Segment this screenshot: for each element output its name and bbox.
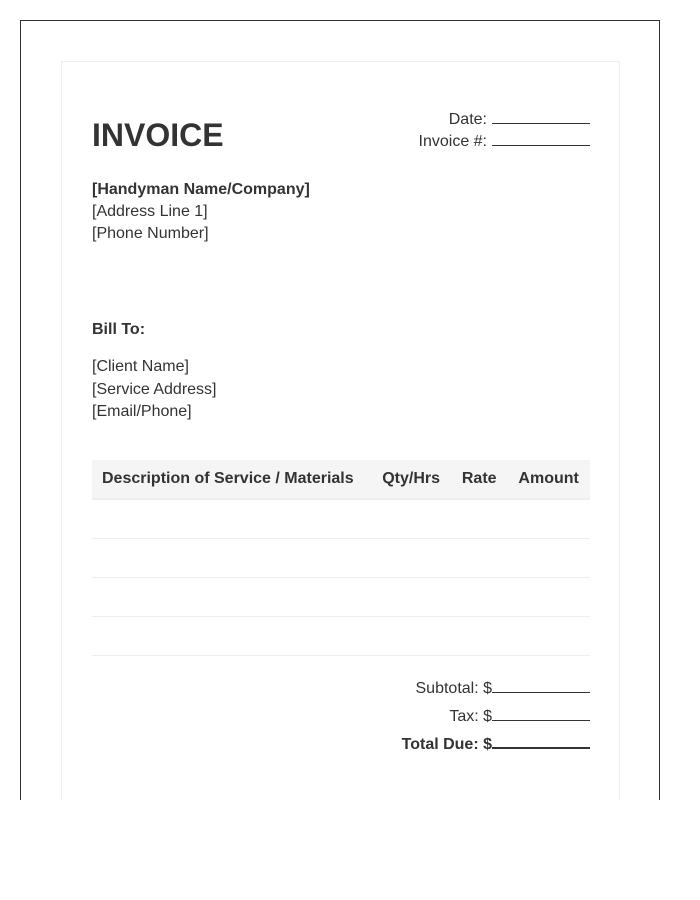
table-row — [92, 578, 590, 617]
sender-phone: [Phone Number] — [92, 225, 209, 242]
cell-rate[interactable] — [451, 578, 507, 617]
line-items-table — [92, 460, 590, 656]
cell-rate[interactable] — [451, 617, 507, 656]
sender-address: [Address Line 1] — [92, 203, 208, 220]
cell-amount[interactable] — [507, 617, 590, 656]
tax-blank[interactable] — [492, 705, 590, 721]
sender-name: [Handyman Name/Company] — [92, 181, 310, 198]
header-amount: Amount — [507, 460, 590, 499]
cell-qty[interactable] — [371, 499, 451, 539]
client-block — [92, 356, 217, 424]
total-due-row — [402, 731, 590, 759]
cell-description[interactable] — [92, 499, 371, 539]
header-qty: Qty/Hrs — [371, 460, 451, 499]
invoice-title: INVOICE — [92, 117, 224, 153]
cell-description[interactable] — [92, 539, 371, 578]
tax-row — [402, 703, 590, 731]
header-rate: Rate — [451, 460, 507, 499]
client-service-address: [Service Address] — [92, 380, 217, 398]
table-header-row — [92, 460, 590, 499]
cell-amount[interactable] — [507, 499, 590, 539]
cell-rate[interactable] — [451, 499, 507, 539]
bill-to-label: Bill To: — [92, 321, 146, 338]
sender-block — [92, 179, 310, 245]
table-row — [92, 539, 590, 578]
cell-description[interactable] — [92, 578, 371, 617]
date-blank[interactable] — [492, 109, 590, 124]
header-description: Description of Service / Materials — [92, 460, 371, 499]
client-contact: [Email/Phone] — [92, 403, 192, 420]
tax-label: Tax: $ — [449, 708, 492, 725]
cell-qty[interactable] — [371, 578, 451, 617]
invoice-number-label: Invoice #: — [418, 133, 487, 150]
cell-qty[interactable] — [371, 539, 451, 578]
client-name: [Client Name] — [92, 358, 189, 375]
invoice-meta — [419, 109, 590, 153]
cell-amount[interactable] — [507, 539, 590, 578]
total-due-blank[interactable] — [492, 732, 590, 749]
cell-amount[interactable] — [507, 578, 590, 617]
total-due-label: Total Due: $ — [401, 736, 492, 753]
date-label: Date: — [448, 111, 487, 128]
date-row — [419, 109, 590, 131]
invoice-number-blank[interactable] — [492, 131, 590, 146]
table-row — [92, 617, 590, 656]
cell-qty[interactable] — [371, 617, 451, 656]
subtotal-blank[interactable] — [492, 677, 590, 693]
table-row — [92, 499, 590, 539]
invoice-number-row — [419, 131, 590, 153]
subtotal-label: Subtotal: $ — [415, 680, 492, 697]
subtotal-row — [402, 675, 590, 703]
cell-rate[interactable] — [451, 539, 507, 578]
cell-description[interactable] — [92, 617, 371, 656]
totals-block — [402, 675, 590, 759]
